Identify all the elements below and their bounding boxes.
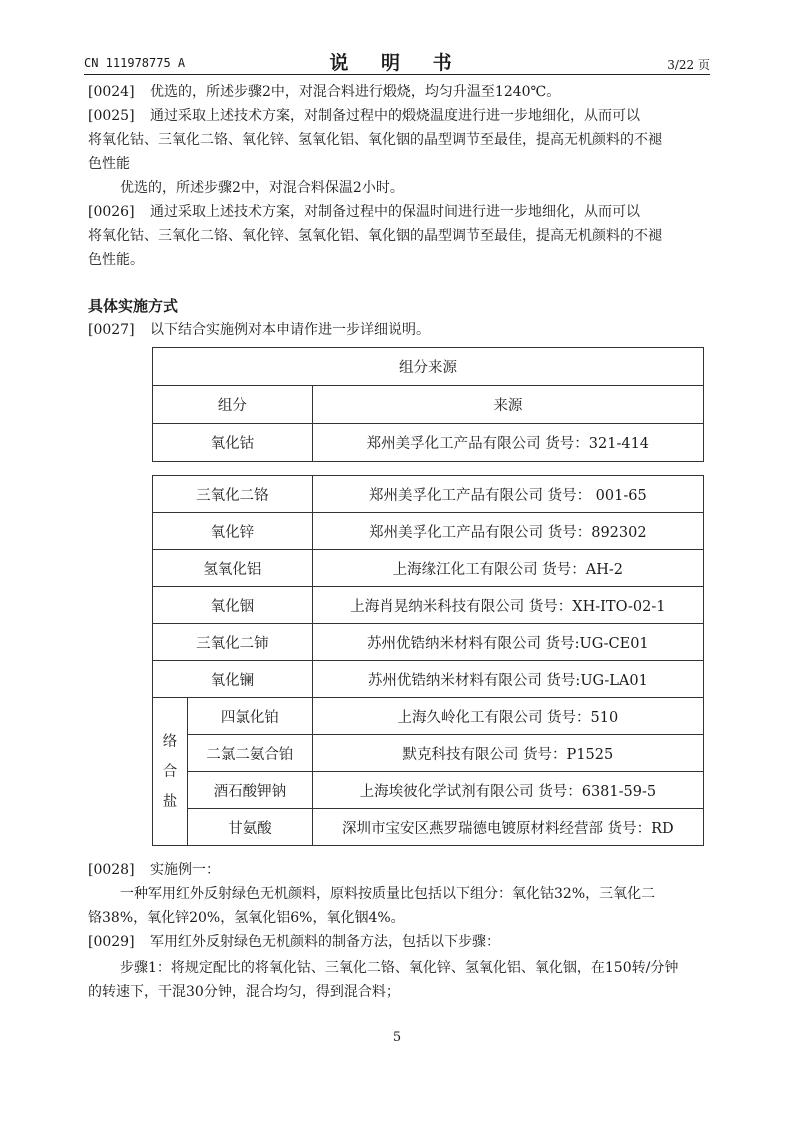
paragraph-0027 <box>88 318 708 342</box>
paragraph-text: 优选的，所述步骤2中，对混合料保温2小时。 <box>120 180 404 196</box>
paragraph-number: [0027] <box>88 322 135 338</box>
table-row <box>153 476 704 513</box>
component-source-table-2 <box>152 475 704 846</box>
cell-source: 上海缘江化工有限公司 货号：AH-2 <box>312 550 703 587</box>
cell-component: 氢氧化铝 <box>153 550 313 587</box>
group-label-complex-salt: 络 合 盐 <box>153 698 188 846</box>
table-title-row <box>153 348 704 386</box>
cell-component: 酒石酸钾钠 <box>187 772 312 809</box>
cell-component: 氧化铟 <box>153 587 313 624</box>
cell-component: 三氧化二铈 <box>153 624 313 661</box>
paragraph-number: [0024] <box>88 84 135 100</box>
section-heading: 具体实施方式 <box>88 297 179 315</box>
column-header-component: 组分 <box>153 386 313 424</box>
cell-source: 郑州美孚化工产品有限公司 货号：321-414 <box>312 424 703 462</box>
paragraph-0025 <box>88 104 708 176</box>
cell-component: 三氧化二铬 <box>153 476 313 513</box>
document-id: CN 111978775 A <box>84 56 186 70</box>
paragraph-text-line: 色性能 <box>88 156 130 172</box>
cell-component: 四氯化铂 <box>187 698 312 735</box>
paragraph-text-line: 的转速下，干混30分钟，混合均匀，得到混合料； <box>88 984 400 1000</box>
cell-source: 上海埃彼化学试剂有限公司 货号：6381-59-5 <box>312 772 703 809</box>
paragraph-number: [0028] <box>88 862 135 878</box>
table-title: 组分来源 <box>153 348 704 386</box>
paragraph-preferred <box>88 176 708 200</box>
paragraph-0024 <box>88 80 708 104</box>
cell-component: 氧化锌 <box>153 513 313 550</box>
paragraph-text: 以下结合实施例对本申请作进一步详细说明。 <box>150 322 430 338</box>
table-row <box>153 550 704 587</box>
paragraph-0028 <box>88 858 708 882</box>
cell-source: 郑州美孚化工产品有限公司 货号： 001-65 <box>312 476 703 513</box>
paragraph-text-line: 色性能。 <box>88 252 144 268</box>
component-source-table-1 <box>152 347 704 462</box>
paragraph-text: 通过采取上述技术方案，对制备过程中的保温时间进行进一步地细化，从而可以 <box>150 204 640 220</box>
paragraph-example-composition <box>88 882 708 930</box>
cell-source: 上海肖晃纳米科技有限公司 货号：XH-ITO-02-1 <box>312 587 703 624</box>
paragraph-text: 步骤1：将规定配比的将氧化钴、三氧化二铬、氧化锌、氢氧化铝、氧化铟，在150转/分钟 <box>120 960 679 976</box>
paragraph-step-1 <box>88 956 708 1004</box>
paragraph-number: [0029] <box>88 934 135 950</box>
table-row <box>153 587 704 624</box>
table-row <box>153 424 704 462</box>
cell-source: 郑州美孚化工产品有限公司 货号：892302 <box>312 513 703 550</box>
header-divider <box>84 74 710 75</box>
paragraph-number: [0026] <box>88 204 135 220</box>
column-header-source: 来源 <box>312 386 703 424</box>
paragraph-0026 <box>88 200 708 272</box>
paragraph-text: 军用红外反射绿色无机颜料的制备方法，包括以下步骤： <box>150 934 500 950</box>
paragraph-text: 一种军用红外反射绿色无机颜料，原料按质量比包括以下组分：氧化钴32%，三氧化二 <box>120 886 656 902</box>
table-row <box>153 698 704 735</box>
table-row <box>153 513 704 550</box>
page-header <box>84 52 710 72</box>
cell-source: 苏州优锆纳米材料有限公司 货号:UG-LA01 <box>312 661 703 698</box>
cell-component: 氧化钴 <box>153 424 313 462</box>
table-row <box>153 624 704 661</box>
table-row <box>153 772 704 809</box>
cell-source: 深圳市宝安区燕罗瑞德电镀原材料经营部 货号：RD <box>312 809 703 846</box>
cell-source: 默克科技有限公司 货号：P1525 <box>312 735 703 772</box>
cell-component: 二氯二氨合铂 <box>187 735 312 772</box>
document-title: 说 明 书 <box>329 52 465 74</box>
cell-component: 氧化镧 <box>153 661 313 698</box>
table-row <box>153 661 704 698</box>
paragraph-text: 通过采取上述技术方案，对制备过程中的煅烧温度进行进一步地细化，从而可以 <box>150 108 640 124</box>
paragraph-number: [0025] <box>88 108 135 124</box>
page-number: 5 <box>392 1030 402 1045</box>
table-row <box>153 809 704 846</box>
paragraph-text-line: 将氧化钴、三氧化二铬、氧化锌、氢氧化铝、氧化铟的晶型调节至最佳，提高无机颜料的不褪 <box>88 228 662 244</box>
table-row <box>153 735 704 772</box>
paragraph-text-line: 铬38%，氧化锌20%，氢氧化铝6%，氧化铟4%。 <box>88 910 405 926</box>
paragraph-text: 优选的，所述步骤2中，对混合料进行煅烧，均匀升温至1240℃。 <box>150 84 561 100</box>
paragraph-0029 <box>88 930 708 954</box>
cell-source: 苏州优锆纳米材料有限公司 货号:UG-CE01 <box>312 624 703 661</box>
paragraph-text: 实施例一： <box>150 862 220 878</box>
page-indicator: 3/22 页 <box>667 58 710 72</box>
cell-source: 上海久岭化工有限公司 货号：510 <box>312 698 703 735</box>
paragraph-text-line: 将氧化钴、三氧化二铬、氧化锌、氢氧化铝、氧化铟的晶型调节至最佳，提高无机颜料的不褪 <box>88 132 662 148</box>
cell-component: 甘氨酸 <box>187 809 312 846</box>
table-header-row <box>153 386 704 424</box>
